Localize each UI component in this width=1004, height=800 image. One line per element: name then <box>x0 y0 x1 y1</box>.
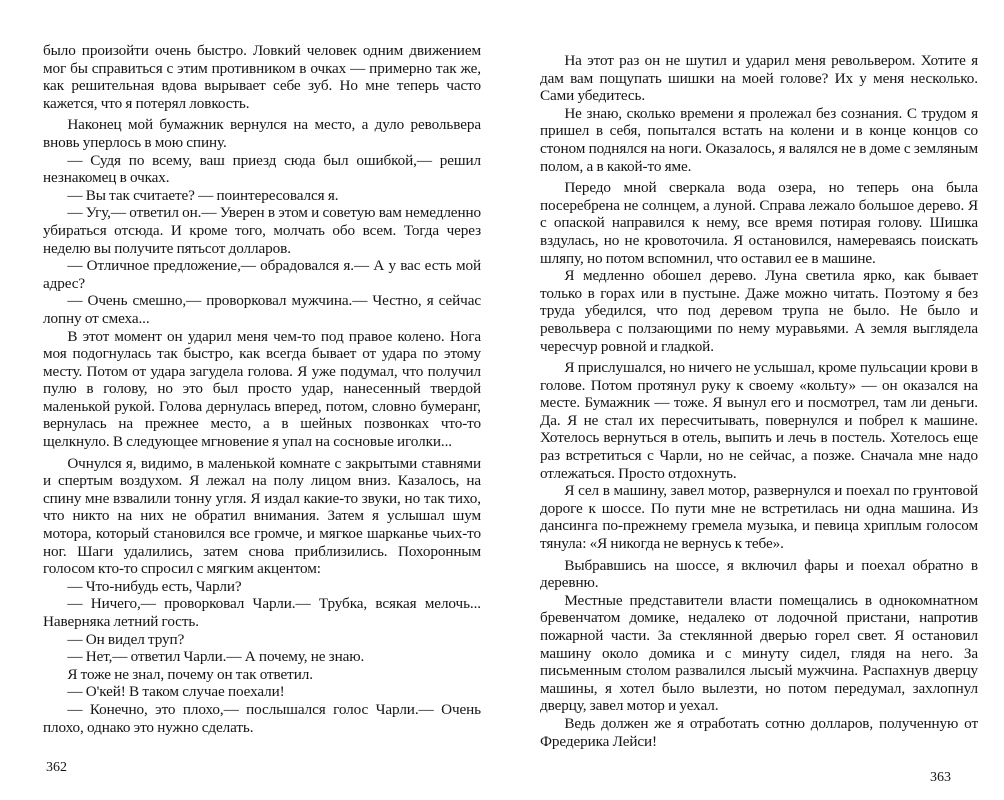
page-number-right: 363 <box>930 770 951 785</box>
paragraph: Выбравшись на шоссе, я включил фары и поехал обратно в деревню. <box>540 556 978 592</box>
paragraph: На этот раз он не шутил и ударил меня револьвером. Хотите я дам вам пощупать шишки на моей голове? Их у меня несколько. Сами убедитесь. <box>540 52 978 105</box>
paragraph: — Он видел труп? <box>67 630 185 648</box>
paragraph: Я тоже не знал, почему он так ответил. <box>67 665 313 683</box>
paragraph: — Конечно, это плохо,— послышался голос Чарли.— Очень плохо, однако это нужно сделать. <box>43 700 481 736</box>
paragraph: — Отличное предложение,— обрадовался я.— А у вас есть мой адрес? <box>43 257 481 292</box>
paragraph: Очнулся я, видимо, в маленькой комнате с закрытыми ставнями и спертым воздухом. Я лежал на полу лицом вниз. Казалось, на спину мне взвалили тонну угля. Я издал какие-то звуки, но так тихо, что никто на них не обратил внимания. Затем я услышал шум мотора, который становился все громче, и мягкое шарканье чьих-то ног. Шаги удалились, затем снова приблизились. Похоронным голосом кто-то спросил с мягким акцентом: <box>43 454 481 578</box>
paragraph: — Вы так считаете? — поинтересовался я. <box>67 186 339 204</box>
paragraph: — О'кей! В таком случае поехали! <box>67 683 285 701</box>
left-page-text <box>43 42 481 736</box>
paragraph: — Судя по всему, ваш приезд сюда был ошибкой,— решил незнакомец в очках. <box>43 151 481 187</box>
paragraph: — Очень смешно,— проворковал мужчина.— Честно, я сейчас лопну от смеха... <box>43 292 481 327</box>
paragraph: Ведь должен же я отработать сотню долларов, полученную от Фредерика Лейси! <box>540 714 978 750</box>
paragraph: В этот момент он ударил меня чем-то под правое колено. Нога моя подогнулась так быстро, как всегда бывает от удара по этому месту. Потом от удара загудела голова. Я уже подумал, что получил пулю в голову, но это был просто удар, нанесенный твердой маленькой рукой. Голова дернулась вперед, потом, словно бумеранг, вернулась на прежнее место, а в шейных позвонках что-то щелкнуло. В следующее мгновение я упал на сосновые иголки... <box>43 327 481 451</box>
paragraph: Я сел в машину, завел мотор, развернулся и поехал по грунтовой дороге к шоссе. По пути мне не встретилась ни одна машина. Из дансинга по-прежнему гремела музыка, и певица хриплым голосом тянула: «Я никогда не вернусь к тебе». <box>540 482 978 553</box>
paragraph: — Что-нибудь есть, Чарли? <box>67 577 242 595</box>
paragraph: было произойти очень быстро. Ловкий человек одним движением мог бы справиться с этим противником в очках — примерно так же, как решительная вдова вырывает себе зуб. Но мне теперь часто кажется, что я потерял ловкость. <box>43 42 481 112</box>
paragraph: — Ничего,— проворковал Чарли.— Трубка, всякая мелочь... Наверняка летний гость. <box>43 595 481 630</box>
paragraph: Не знаю, сколько времени я пролежал без сознания. С трудом я пришел в себя, попытался встать на колени и в конце концов со стоном поднялся на ноги. Оказалось, я валялся не в доме с земляным полом, а в какой-то яме. <box>540 104 978 175</box>
paragraph: — Угу,— ответил он.— Уверен в этом и советую вам немедленно убираться отсюда. И кроме того, молчать обо всем. Тогда через неделю вы получите пятьсот долларов. <box>43 204 481 257</box>
page-number-left: 362 <box>46 760 67 775</box>
paragraph: — Нет,— ответил Чарли.— А почему, не знаю. <box>67 648 365 666</box>
left-page <box>43 42 481 736</box>
paragraph: Наконец мой бумажник вернулся на место, а дуло револьвера вновь уперлось в мою спину. <box>43 116 481 151</box>
paragraph: Я прислушался, но ничего не услышал, кроме пульсации крови в голове. Потом протянул руку к своему «кольту» — он оказался на месте. Бумажник — тоже. Я вынул его и посмотрел, там ли деньги. Да. Я не стал их пересчитывать, повернулся и побрел к машине. Хотелось вернуться в отель, выпить и лечь в постель. Хотелось еще раз встретиться с Чарли, но не сейчас, а позже. Сначала мне надо отлежаться. Просто отдохнуть. <box>540 359 978 482</box>
paragraph: Я медленно обошел дерево. Луна светила ярко, как бывает только в горах или в пустыне. Даже можно читать. Поэтому я без труда убедился, что под деревом трупа не было. Не было и револьвера с ползающими по нему муравьями. А земля выглядела чересчур ровной и гладкой. <box>540 267 978 355</box>
right-page-text <box>540 52 978 750</box>
paragraph: Передо мной сверкала вода озера, но теперь она была посеребрена не солнцем, а луной. Справа лежало большое дерево. Я с опаской направился к нему, все время потирая голову. Шишка вздулась, но не кровоточила. Я остановился, намереваясь поискать шляпу, но потом вспомнил, что оставил ее в машине. <box>540 179 978 267</box>
paragraph: Местные представители власти помещались в однокомнатном бревенчатом домике, недалеко от лодочной пристани, напротив пожарной части. За стеклянной дверью горел свет. Я остановил машину около домика и с минуту сидел, глядя на него. За письменным столом развалился лысый мужчина. Распахнув дверцу машины, я хотел было вылезти, но потом передумал, захлопнул дверцу, завел мотор и уехал. <box>540 591 978 715</box>
right-page <box>540 52 978 750</box>
